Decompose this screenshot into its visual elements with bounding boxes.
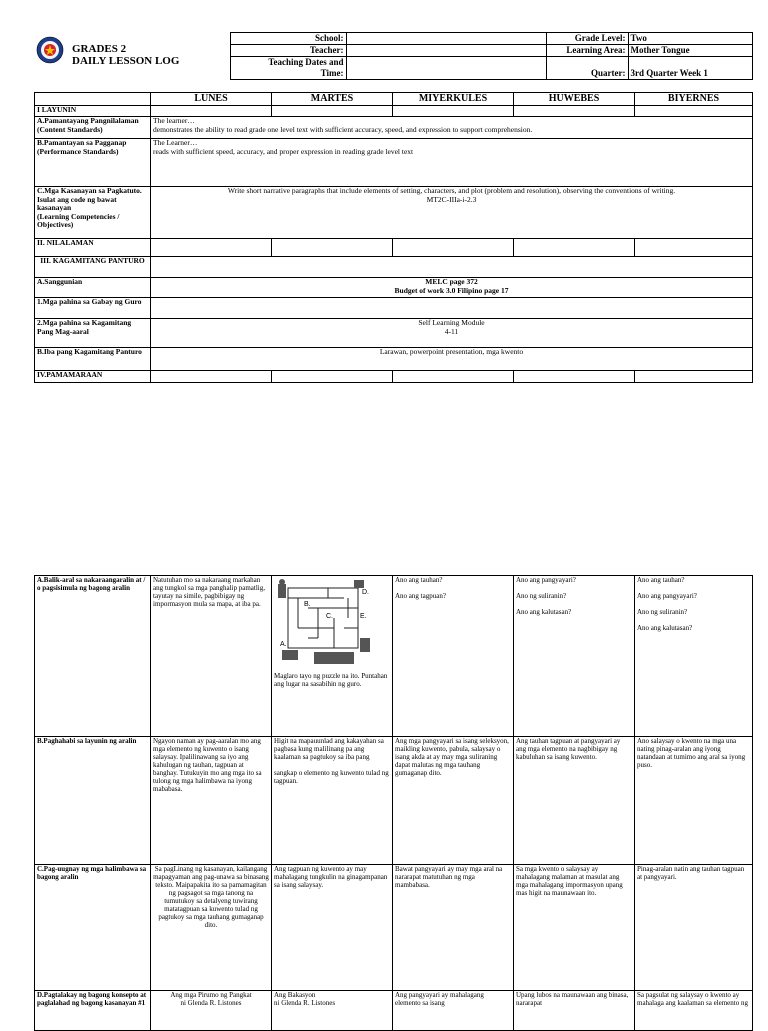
pagtalakay-lunes: Ang mga Pirumo ng Pangkat ni Glenda R. Listones [151, 991, 272, 1031]
day-header-row [35, 93, 753, 106]
performance-standards-text: The Learner… reads with sufficient speed, accuracy, and proper expression in reading grade level text [151, 139, 753, 187]
table-row [35, 576, 753, 737]
svg-text:A.: A. [280, 641, 287, 648]
day-header: BIYERNES [635, 93, 753, 106]
teacher-value [346, 45, 546, 57]
svg-text:E.: E. [360, 613, 367, 620]
balik-aral-miyerkules: Ano ang tauhan? Ano ang tagpuan? [393, 576, 514, 737]
document-title: GRADES 2 DAILY LESSON LOG [72, 42, 180, 67]
svg-text:B.: B. [304, 601, 311, 608]
paghahabi-biyernes: Ano salaysay o kwento na mga una nating pinag-aralan ang iyong natandaan at tumimo ang aral sa iyong puso. [635, 737, 753, 865]
school-value [346, 33, 546, 45]
grade-level-label: Grade Level: [546, 33, 628, 45]
pag-uugnay-huwebes: Sa mga kwento o salaysay ay mahalagang malaman at masulat ang mga mahalagang impormasyon upang mas higit na maunawaan ito. [514, 865, 635, 991]
balik-aral-biyernes: Ano ang tauhan? Ano ang pangyayari? Ano ng suliranin? Ano ang kalutasan? [635, 576, 753, 737]
day-header: MIYERKULES [393, 93, 514, 106]
header-table [34, 32, 753, 80]
pag-uugnay-biyernes: Pinag-aralan natin ang tauhan tagpuan at pangyayari. [635, 865, 753, 991]
performance-standards-label: B.Pamantayan sa Pagganap (Performance Standards) [35, 139, 151, 187]
paghahabi-label: B.Paghahabi sa layunin ng aralin [35, 737, 151, 865]
svg-text:D.: D. [362, 589, 369, 596]
teacher-label: Teacher: [230, 45, 346, 57]
lesson-log-upper-table [34, 92, 753, 383]
learning-area-value: Mother Tongue [628, 45, 752, 57]
teaching-dates-label: Teaching Dates and Time: [230, 57, 346, 80]
kagamitan-mag-aaral-text: Self Learning Module 4-11 [151, 319, 753, 348]
paghahabi-miyerkules: Ang mga pangyayari sa isang seleksyon, maikling kuwento, pabula, salaysay o isang akda at ay may mga suliraning dapat malutas ng mga tauhang gumaganap dito. [393, 737, 514, 865]
pag-uugnay-label: C.Pag-uugnay ng mga halimbawa sa bagong aralin [35, 865, 151, 991]
quarter-label: Quarter: [546, 57, 628, 80]
day-header: MARTES [272, 93, 393, 106]
layunin-heading: I LAYUNIN [35, 106, 151, 117]
pagtalakay-huwebes: Upang lubos na maunawaan ang binasa, nararapat [514, 991, 635, 1031]
paghahabi-lunes: Ngayon naman ay pag-aaralan mo ang mga elemento ng kuwento o isang salaysay. Ipalilinawang sa iyo ang kahulugan ng tauhan, tagpuan at banghay. Tutukuyin mo ang mga ito sa tulong ng mga halimbawa na iyong mababasa. [151, 737, 272, 865]
day-header: LUNES [151, 93, 272, 106]
competencies-label: C.Mga Kasanayan sa Pagkatuto. Isulat ang code ng bawat kasanayan (Learning Competencies / Objectives) [35, 187, 151, 239]
competencies-text: Write short narrative paragraphs that include elements of setting, characters, and plot (problem and resolution), observing the conventions of writing. MT2C-IIIa-i-2.3 [151, 187, 753, 239]
deped-seal-icon [36, 36, 64, 64]
svg-text:C.: C. [326, 613, 333, 620]
table-row [35, 737, 753, 865]
teaching-dates-value [346, 57, 546, 80]
maze-puzzle-image [274, 578, 374, 666]
pagtalakay-label: D.Pagtalakay ng bagong konsepto at paglalahad ng bagong kasanayan #1 [35, 991, 151, 1031]
gabay-guro-value [151, 298, 753, 319]
kagamitang-panturo-heading: III. KAGAMITANG PANTURO [35, 257, 151, 278]
header-logo-cell [34, 33, 230, 80]
grade-level-value: Two [628, 33, 752, 45]
pagtalakay-martes: Ang Bakasyon ni Glenda R. Listones [272, 991, 393, 1031]
pag-uugnay-lunes: Sa pagLinang ng kasanayan, kailangang mapagyaman ang pag-unawa sa binasang teksto. Maipapakita ito sa pamamagitan ng pagsagot sa mga tanong na tumutukoy sa detalyeng tuwirang matatagpuan sa kuwento tulad ng pagtukoy sa mga tauhang gumaganap dito. [151, 865, 272, 991]
iba-pang-kagamitan-label: B.Iba pang Kagamitang Panturo [35, 348, 151, 371]
competency-code: MT2C-IIIa-i-2.3 [426, 194, 477, 204]
kagamitan-mag-aaral-label: 2.Mga pahina sa Kagamitang Pang Mag-aaral [35, 319, 151, 348]
sanggunian-text: MELC page 372 Budget of work 3.0 Filipino page 17 [151, 278, 753, 298]
lesson-log-lower-table [34, 575, 753, 1031]
pag-uugnay-martes: Ang tagpuan ng kuwento ay may mahalagang tungkulin na ginagampanan sa isang salaysay. [272, 865, 393, 991]
gabay-guro-label: 1.Mga pahina sa Gabay ng Guro [35, 298, 151, 319]
school-label: School: [230, 33, 346, 45]
sanggunian-label: A.Sanggunian [35, 278, 151, 298]
table-row [35, 991, 753, 1031]
paghahabi-martes: Higit na mapauunlad ang kakayahan sa pagbasa kung malilinang pa ang kaalaman sa pagtukoy sa iba pang sangkap o elemento ng kuwento tulad ng tagpuan. [272, 737, 393, 865]
corner-cell [35, 93, 151, 106]
pagtalakay-biyernes: Sa pagsulat ng salaysay o kwento ay mahalaga ang kaalaman sa elemento ng [635, 991, 753, 1031]
balik-aral-label: A.Balik-aral sa nakaraangaralin at / o pagsisimula ng bagong aralin [35, 576, 151, 737]
pagtalakay-miyerkules: Ang pangyayari ay mahalagang elemento sa isang [393, 991, 514, 1031]
day-header: HUWEBES [514, 93, 635, 106]
paghahabi-huwebes: Ang tauhan tagpuan at pangyayari ay ang mga elemento na nagbibigay ng kabuluhan sa isang kuwento. [514, 737, 635, 865]
quarter-value: 3rd Quarter Week 1 [628, 57, 752, 80]
content-standards-label: A.Pamantayang Pangnilalaman (Content Standards) [35, 117, 151, 139]
content-standards-text: The learner… demonstrates the ability to read grade one level text with sufficient accuracy, speed, and expression to support comprehension. [151, 117, 753, 139]
table-row [35, 865, 753, 991]
learning-area-label: Learning Area: [546, 45, 628, 57]
iba-pang-kagamitan-text: Larawan, powerpoint presentation, mga kwento [151, 348, 753, 371]
balik-aral-huwebes: Ano ang pangyayari? Ano ng suliranin? Ano ang kalutasan? [514, 576, 635, 737]
nilalaman-heading: II. NILALAMAN [35, 239, 151, 257]
pamamaraan-heading: IV.PAMAMARAAN [35, 371, 151, 383]
pag-uugnay-miyerkules: Bawat pangyayari ay may mga aral na nararapat matutuhan ng mga mambabasa. [393, 865, 514, 991]
balik-aral-lunes: Natutuhan mo sa nakaraang markahan ang tungkol sa mga panghalip pamatlig, tayutay na simile, pagbibigay ng impormasyon mula sa mapa, at iba pa. [151, 576, 272, 737]
puzzle-instructions: Maglaro tayo ng puzzle na ito. Puntahan ang lugar na sasabihin ng guro. [274, 672, 388, 688]
balik-aral-martes [272, 576, 393, 737]
